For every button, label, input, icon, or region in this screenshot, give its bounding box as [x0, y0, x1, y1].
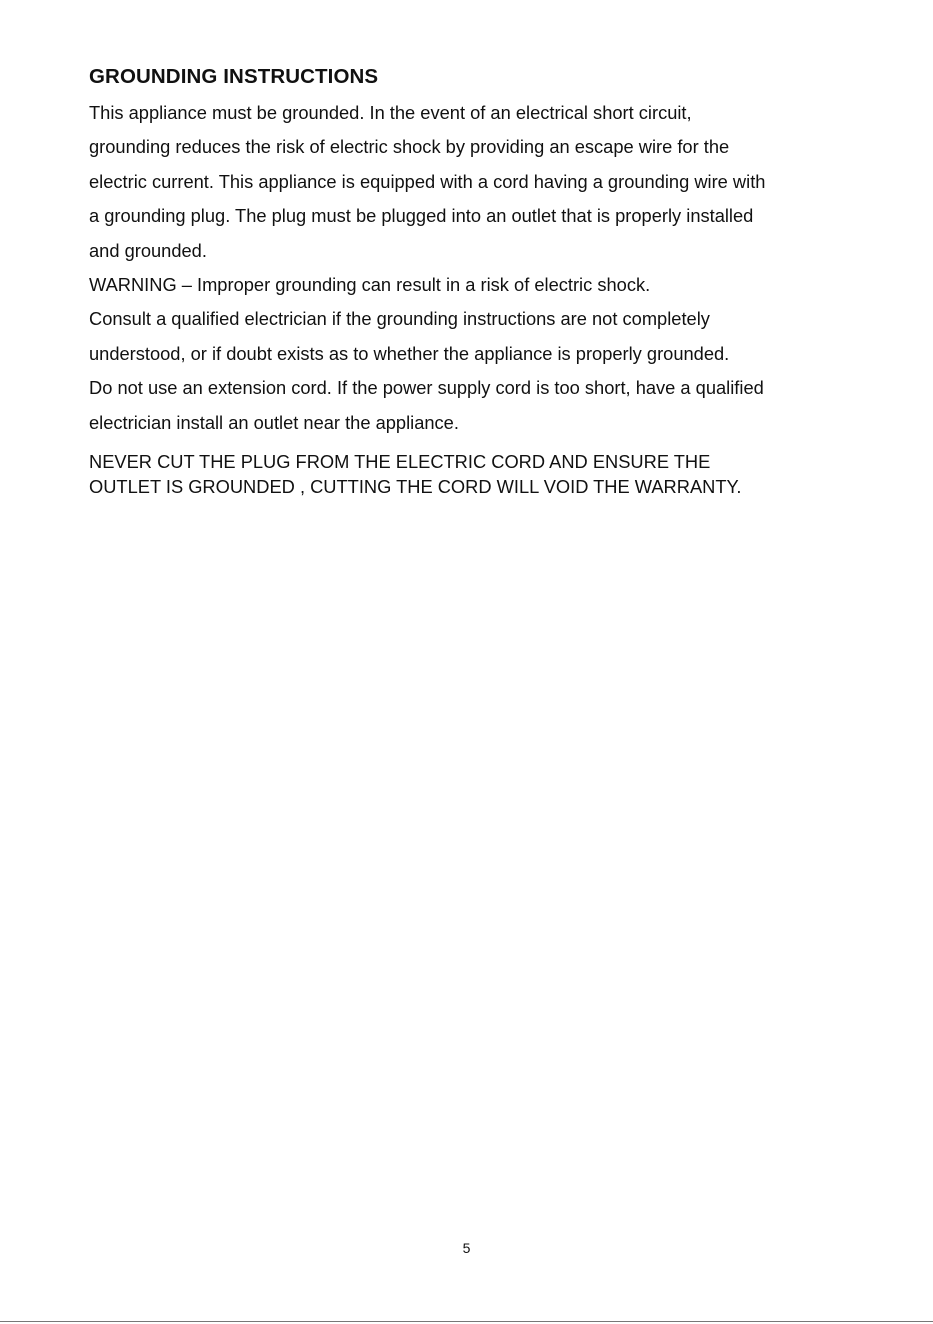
caps-warning-line: NEVER CUT THE PLUG FROM THE ELECTRIC CORD AND ENSURE THE — [89, 450, 711, 472]
body-line: Consult a qualified electrician if the grounding instructions are not completely — [89, 308, 710, 330]
caps-warning-line: OUTLET IS GROUNDED , CUTTING THE CORD WILL VOID THE WARRANTY. — [89, 475, 742, 497]
page-bottom-divider — [0, 1321, 933, 1322]
body-line: a grounding plug. The plug must be plugged into an outlet that is properly installed — [89, 205, 754, 227]
body-line: grounding reduces the risk of electric shock by providing an escape wire for the — [89, 136, 730, 158]
caps-warning-notice — [89, 449, 889, 499]
body-line: understood, or if doubt exists as to whether the appliance is properly grounded. — [89, 342, 730, 364]
body-line: This appliance must be grounded. In the event of an electrical short circuit, — [89, 102, 692, 123]
page-number: 5 — [462, 1240, 471, 1256]
grounding-instructions-body — [89, 96, 889, 440]
body-line: and grounded. — [89, 239, 207, 261]
document-page — [89, 64, 889, 499]
section-heading: GROUNDING INSTRUCTIONS — [89, 65, 379, 88]
body-line: electric current. This appliance is equipped with a cord having a grounding wire with — [89, 170, 766, 192]
body-line: Do not use an extension cord. If the power supply cord is too short, have a qualified — [89, 377, 764, 399]
warning-line: WARNING – Improper grounding can result in a risk of electric shock. — [89, 273, 651, 295]
body-line: electrician install an outlet near the appliance. — [89, 411, 459, 433]
